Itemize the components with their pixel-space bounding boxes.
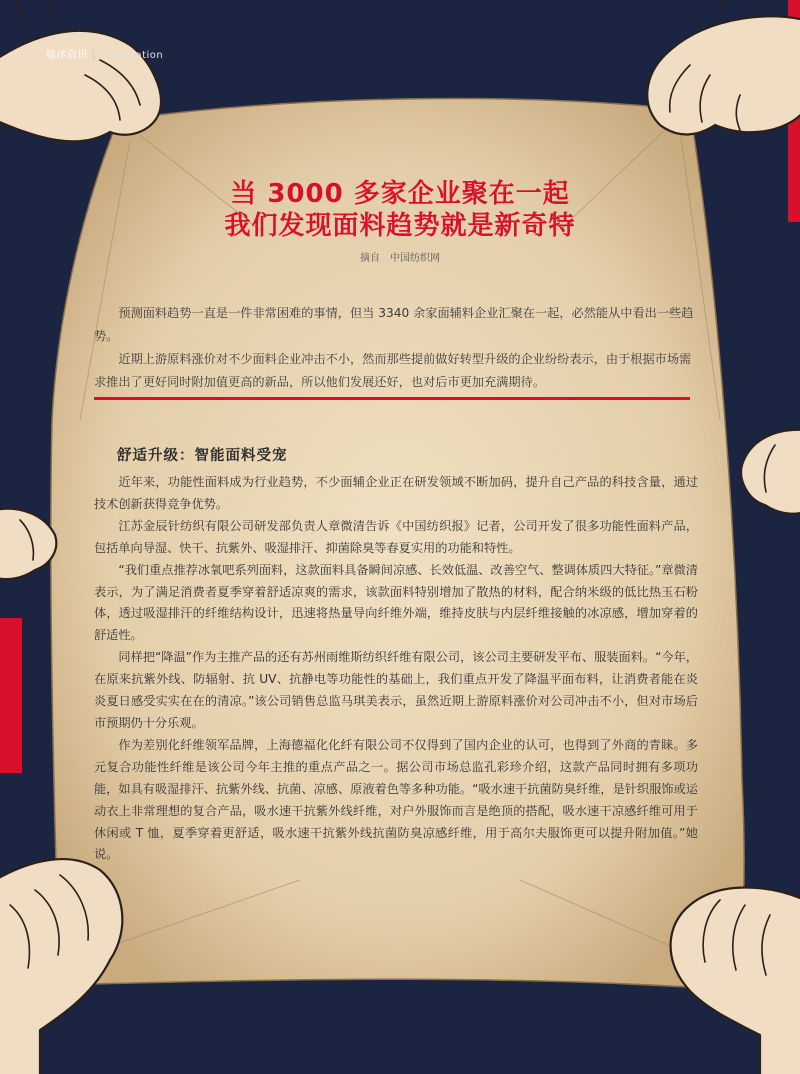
section-tag-en: Information (99, 50, 164, 61)
body-paragraph: “我们重点推荐冰氧吧系列面料，这款面料具备瞬间凉感、长效低温、改善空气、整调体质四大特征。”章微清表示，为了满足消费者夏季穿着舒适凉爽的需求，该款面料特别增加了散热的材料，配合纳米级的低比热玉石粉体，透过吸湿排汗的纤维结构设计，迅速将热量导向纤维外端，维持皮肤与内层纤维接触的冰凉感，增加穿着的舒适性。 (94, 562, 698, 643)
section-tag (46, 46, 163, 61)
article-title-line1: 当 3000 多家企业聚在一起 (230, 179, 570, 209)
left-hand-mid-icon (0, 509, 56, 579)
article-intro (94, 302, 698, 394)
body-paragraph: 江苏金辰针纺织有限公司研发部负责人章微清告诉《中国纺织报》记者，公司开发了很多功能性面料产品，包括单向导湿、快干、抗紫外、吸湿排汗、抑菌除臭等春夏实用的功能和特性。 (94, 518, 698, 555)
body-paragraph: 同样把“降温”作为主推产品的还有苏州雨维斯纺织纤维有限公司，该公司主要研发平布、服装面料。“今年，在原来抗紫外线、防辐射、抗 UV、抗静电等功能性的基础上，我们重点开发了降温平面布料，让消费者能在炎炎夏日感受实实在在的清凉。”该公司销售总监马琪美表示，虽然近期上游原料涨价对公司冲击不小，但对市场后市预期仍十分乐观。 (94, 650, 698, 730)
section-heading: 舒适升级：智能面料受宠 (117, 448, 288, 464)
section-tag-separator: | (92, 50, 96, 61)
intro-paragraph: 预测面料趋势一直是一件非常困难的事情，但当 3340 余家面辅料企业汇聚在一起，必然能从中看出一些趋势。 (94, 306, 694, 343)
body-paragraph: 近年来，功能性面料成为行业趋势，不少面辅企业正在研发领域不断加码，提升自己产品的科技含量，通过技术创新获得竞争优势。 (94, 475, 698, 511)
section-tag-cn: 媒体资讯 (46, 50, 88, 61)
intro-divider (94, 397, 690, 400)
article-source (0, 249, 800, 264)
right-hand-mid-icon (741, 430, 800, 514)
article-title-line2: 我们发现面料趋势就是新奇特 (224, 211, 576, 241)
source-name: 中国纺织网 (390, 253, 440, 264)
intro-paragraph: 近期上游原料涨价对不少面料企业冲击不小，然而那些提前做好转型升级的企业纷纷表示，由于根据市场需求推出了更好同时附加值更高的新品，所以他们发展还好，也对后市更加充满期待。 (94, 352, 692, 389)
source-label: 摘自 (360, 253, 380, 264)
right-hand-top-icon (647, 0, 800, 134)
article-body (94, 472, 698, 866)
right-hand-bottom-icon (671, 888, 800, 1074)
left-hand-top-icon (0, 0, 164, 141)
body-paragraph: 作为差别化纤维领军品牌，上海德福化化纤有限公司不仅得到了国内企业的认可，也得到了外商的青睐。多元复合功能性纤维是该公司今年主推的重点产品之一。据公司市场总监孔彩珍介绍，这款产品同时拥有多项功能，如具有吸湿排汗、抗紫外线、抗菌、凉感、原液着色等多种功能。“吸水速干抗菌防臭纤维，是针织服饰或运动衣上非常理想的复合产品，吸水速干抗紫外线纤维，对户外服饰而言是绝顶的搭配，吸水速干凉感纤维可用于休闲或 T 恤，夏季穿着更舒适，吸水速干抗紫外线抗菌防臭凉感纤维，用于高尔夫服饰更可以提升附加值。”她说。 (94, 737, 698, 862)
left-hand-bottom-icon (0, 859, 122, 1074)
